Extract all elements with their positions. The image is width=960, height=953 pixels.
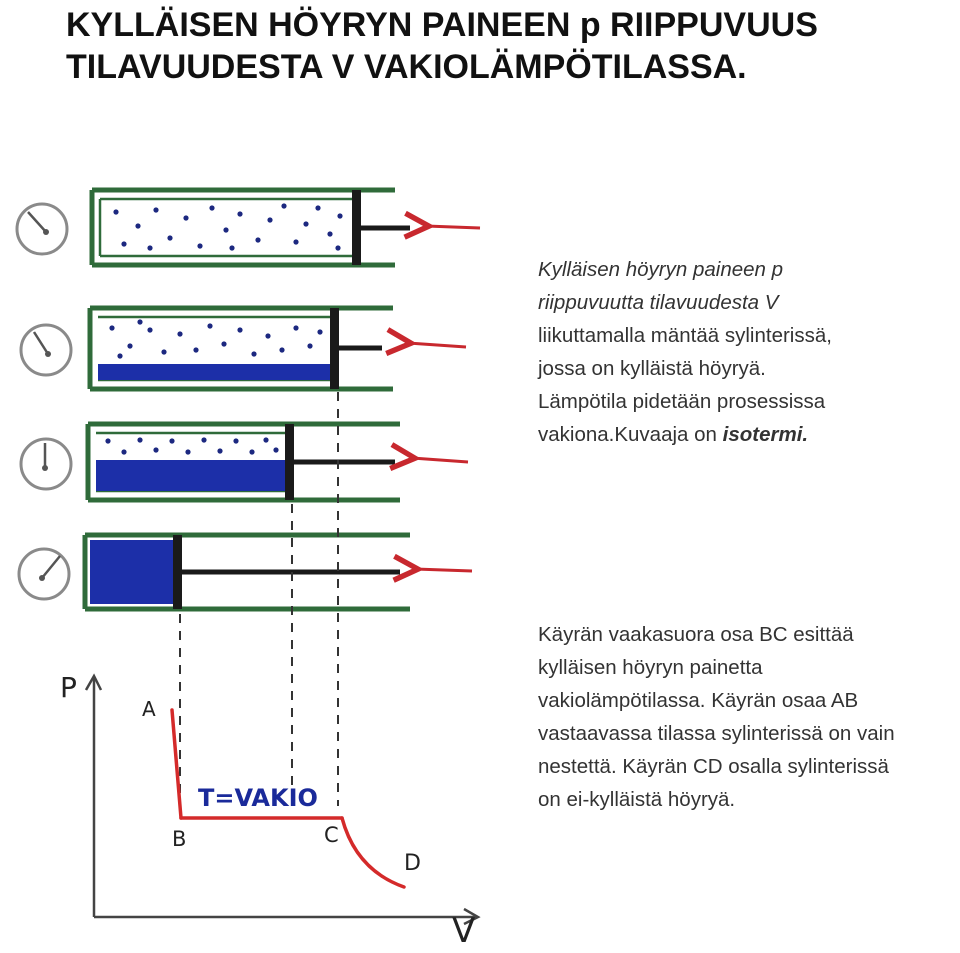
description-line: on ei-kylläistä höyryä. [538,788,736,811]
piston [330,308,339,389]
piston [352,190,361,265]
point-d-label: D [404,851,421,876]
liquid [96,460,285,491]
description-line: vastaavassa tilassa sylinterissä on vain [538,722,895,745]
liquid [90,540,173,604]
push-arrow [415,569,472,571]
description-bottom [538,618,895,816]
pressure-gauges [17,204,71,599]
point-b-label: B [172,827,187,851]
piston [285,424,294,500]
x-axis-label: V [452,911,476,951]
description-line: liikuttamalla mäntää sylinterissä, [538,324,832,347]
gauge-icon [21,439,71,489]
push-arrow [408,343,466,347]
liquid [98,364,330,380]
cylinder-1 [92,190,480,265]
description-line: Käyrän vaakasuora osa BC esittää [538,623,854,646]
isotherm-label: T=VAKIO [198,784,318,812]
projection-lines [180,392,338,806]
description-text: vakiona.Kuvaaja on [538,423,723,446]
description-top [538,253,832,451]
description-line: nestettä. Käyrän CD osalla sylinterissä [538,755,889,778]
vapor-dots [113,203,342,250]
description-line: vakiolämpötilassa. Käyrän osaa AB [538,689,859,712]
cylinder-3 [88,424,468,500]
vapor-dots [105,437,278,454]
description-line: jossa on kylläistä höyryä. [538,357,766,380]
description-line [538,418,832,451]
title-line-2: TILAVUUDESTA V VAKIOLÄMPÖTILASSA. [66,48,747,86]
gauge-icon [17,204,67,254]
cylinder-2 [90,308,466,389]
piston [173,535,182,609]
gauge-icon [19,549,69,599]
cylinder-4 [85,535,472,609]
description-line: kylläisen höyryn painetta [538,656,763,679]
curve-segment-cd [342,818,404,887]
y-axis-label: P [60,671,77,704]
isotherm-term: isotermi. [722,423,809,446]
point-a-label: A [142,697,156,721]
gauge-icon [21,325,71,375]
description-line: riippuvuutta tilavuudesta V [538,291,779,314]
vapor-dots [109,319,322,358]
point-c-label: C [324,823,339,847]
push-arrow [412,458,468,462]
push-arrow [426,226,480,228]
graph-labels [60,671,475,951]
title-line-1: KYLLÄISEN HÖYRYN PAINEEN p RIIPPUVUUS [66,6,818,44]
curve-segment-ab [172,710,181,818]
description-line: Lämpötila pidetään prosessissa [538,390,826,413]
description-line: Kylläisen höyryn paineen p [538,258,784,281]
